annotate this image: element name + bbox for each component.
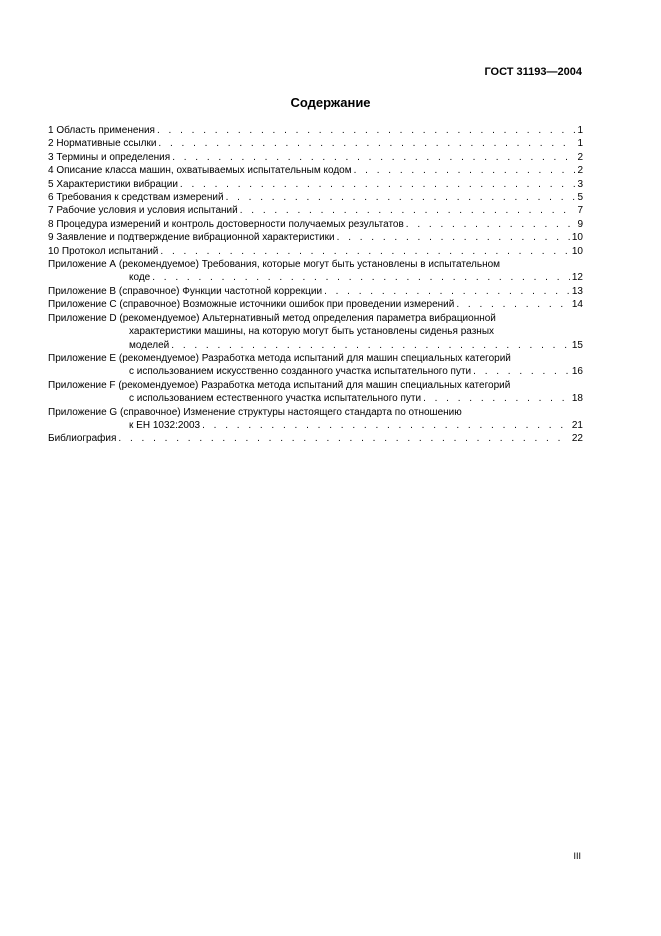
toc-page-number: 9	[577, 218, 583, 230]
toc-entry-title: 3 Термины и определения	[48, 151, 171, 163]
toc-entry-title: 1 Область применения	[48, 125, 155, 136]
toc-entry-title: 4 Описание класса машин, охватываемых испытательным кодом	[48, 165, 352, 177]
toc-entry-title: 8 Процедура измерений и контроль достоверности получаемых результатов	[48, 218, 404, 230]
toc-entry-title-continued: с использованием естественного участка испытательного пути	[129, 393, 422, 405]
toc-page-number: 21	[571, 419, 583, 431]
dot-leader	[180, 178, 576, 191]
dot-leader	[423, 392, 570, 405]
dot-leader	[158, 137, 575, 150]
toc-entry-title: 9 Заявление и подтверждение вибрационной характеристики	[48, 232, 335, 244]
dot-leader	[157, 124, 575, 137]
dot-leader	[160, 245, 569, 258]
toc-entry-title: Приложение D (рекомендуемое) Альтернативный метод определения параметра вибрационной	[48, 312, 496, 324]
toc-page-number: 10	[571, 245, 583, 257]
toc-entry-title: Библиография	[48, 433, 117, 445]
toc-page-number: 13	[571, 285, 583, 297]
dot-leader	[171, 339, 570, 352]
toc-entry-title: 6 Требования к средствам измерений	[48, 192, 224, 204]
toc-page-number: 22	[571, 433, 583, 445]
toc-appendix-e[interactable]	[48, 352, 583, 379]
toc-entry-6[interactable]	[48, 191, 583, 204]
toc-appendix-g[interactable]	[48, 406, 583, 433]
toc-entry-title: Приложение F (рекомендуемое) Разработка метода испытаний для машин специальных категорий	[48, 379, 511, 391]
toc-entry-1[interactable]	[48, 124, 583, 137]
toc-page-number: 1	[577, 125, 583, 136]
toc-page-number: 7	[577, 205, 583, 217]
table-of-contents	[48, 124, 583, 446]
dot-leader	[118, 432, 569, 445]
toc-entry-2[interactable]	[48, 137, 583, 150]
toc-entry-title-continued: моделей	[129, 339, 170, 351]
toc-page-number: 1	[577, 138, 583, 150]
toc-entry-title: Приложение С (справочное) Возможные источники ошибок при проведении измерений	[48, 299, 455, 311]
toc-page-number: 16	[571, 366, 583, 378]
toc-entry-title: 10 Протокол испытаний	[48, 245, 159, 257]
toc-appendix-f[interactable]	[48, 379, 583, 406]
toc-entry-title: Приложение В (справочное) Функции частотной коррекции	[48, 285, 323, 297]
toc-page-number: 10	[571, 232, 583, 244]
toc-entry-title: 2 Нормативные ссылки	[48, 138, 157, 150]
dot-leader	[406, 218, 576, 231]
toc-entry-9[interactable]	[48, 231, 583, 244]
page-folio: III	[573, 851, 581, 861]
toc-entry-title: Приложение Е (рекомендуемое) Разработка метода испытаний для машин специальных категорий	[48, 352, 511, 364]
toc-entry-title: 7 Рабочие условия и условия испытаний	[48, 205, 238, 217]
toc-page-number: 14	[571, 299, 583, 311]
toc-page-number: 3	[577, 178, 583, 190]
toc-entry-title-continued: характеристики машины, на которую могут быть установлены сиденья разных	[129, 326, 495, 338]
dot-leader	[473, 365, 570, 378]
toc-entry-title-continued: с использованием искусственно созданного участка испытательного пути	[129, 366, 472, 378]
toc-page-number: 12	[571, 272, 583, 284]
toc-entry-title-continued: коде	[129, 272, 151, 284]
dot-leader	[354, 164, 576, 177]
toc-appendix-b[interactable]	[48, 285, 583, 298]
toc-entry-title: 5 Характеристики вибрации	[48, 178, 178, 190]
toc-appendix-c[interactable]	[48, 298, 583, 311]
toc-page-number: 15	[571, 339, 583, 351]
dot-leader	[226, 191, 576, 204]
dot-leader	[202, 419, 570, 432]
toc-entry-5[interactable]	[48, 178, 583, 191]
toc-entry-3[interactable]	[48, 151, 583, 164]
toc-appendix-d[interactable]	[48, 312, 583, 352]
toc-page-number: 2	[577, 165, 583, 177]
dot-leader	[324, 285, 570, 298]
document-id: ГОСТ 31193—2004	[484, 66, 582, 78]
toc-page-number: 2	[577, 151, 583, 163]
toc-entry-10[interactable]	[48, 245, 583, 258]
toc-entry-title: Приложение G (справочное) Изменение структуры настоящего стандарта по отношению	[48, 406, 462, 418]
page-title: Содержание	[290, 95, 371, 110]
toc-appendix-a[interactable]	[48, 258, 583, 285]
dot-leader	[456, 298, 570, 311]
toc-entry-4[interactable]	[48, 164, 583, 177]
toc-bibliography[interactable]	[48, 432, 583, 445]
toc-entry-title: Приложение А (рекомендуемое) Требования, которые могут быть установлены в испытательном	[48, 259, 501, 271]
dot-leader	[152, 271, 570, 284]
toc-entry-title-continued: к ЕН 1032:2003	[129, 419, 201, 431]
toc-page-number: 18	[571, 393, 583, 405]
toc-page-number: 5	[577, 192, 583, 204]
dot-leader	[172, 151, 575, 164]
toc-entry-7[interactable]	[48, 204, 583, 217]
toc-entry-8[interactable]	[48, 218, 583, 231]
dot-leader	[240, 204, 576, 217]
dot-leader	[337, 231, 570, 244]
